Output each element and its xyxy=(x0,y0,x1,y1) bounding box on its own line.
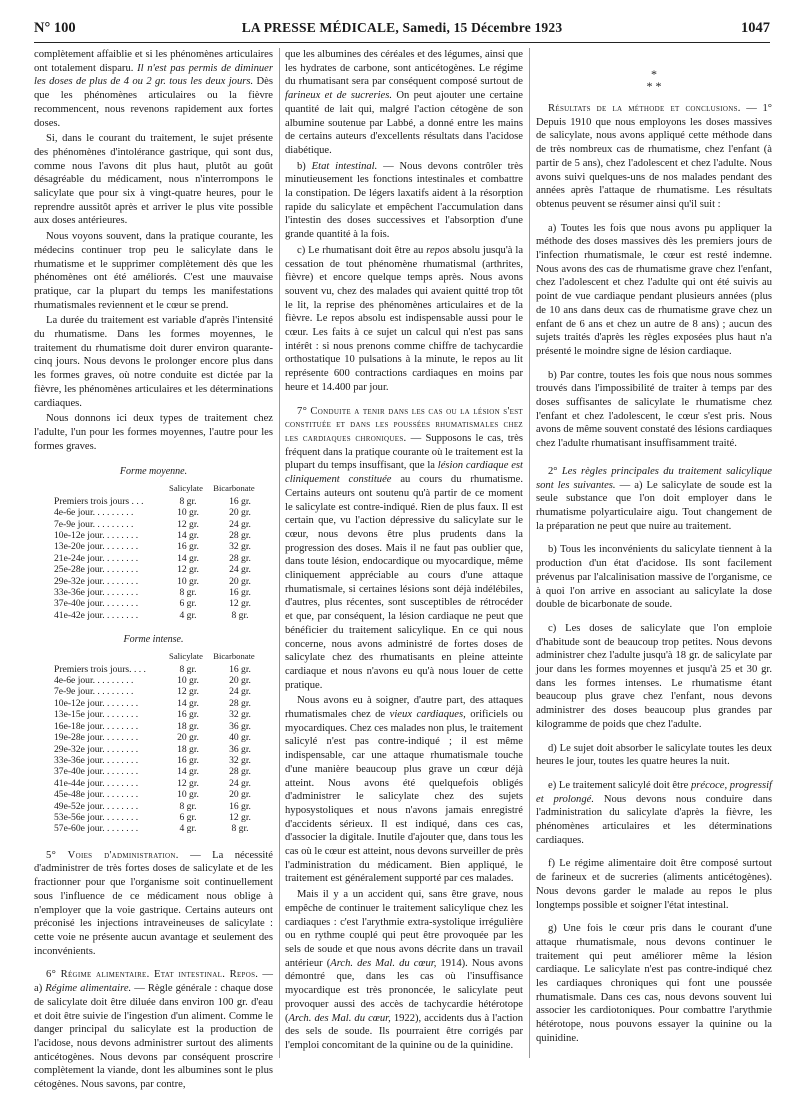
period-cell: 41e-42e jour. . . . . . . . xyxy=(54,609,139,621)
period-cell: 13e-20e jour. . . . . . . . xyxy=(54,541,139,553)
page-number: 1047 xyxy=(741,20,770,36)
period-cell: 57e-60e jour. . . . . . . . xyxy=(54,823,139,835)
bicarbonate-cell: 16 gr. xyxy=(229,800,251,812)
bicarbonate-cell: 36 gr. xyxy=(229,743,251,755)
bicarbonate-cell: 32 gr. xyxy=(229,541,251,553)
rule-e: e) Le traitement salicylé doit être précoce, progressif et prolongé. Nous devons nous conduire dans l'administration du salicylate d'après la fièvre, les phénomènes articulaires et les déterminations cardiaques. xyxy=(536,779,772,846)
table-row xyxy=(54,664,266,675)
period-cell: 10e-12e jour. . . . . . . . xyxy=(54,697,139,709)
period-cell: 45e-48e jour. . . . . . . . xyxy=(54,789,139,801)
bicarbonate-cell: 24 gr. xyxy=(229,686,251,698)
table-header: Salicylate Bicarbonate xyxy=(169,650,255,661)
table-row xyxy=(54,507,266,518)
rule-c: c) Les doses de salicylate que l'on emploie d'habitude sont de beaucoup trop petites. Nous devons administrer chez l'adulte jusqu'à 18 gr. de salicylate par jour dans les formes moyennes et jusqu'à 25 et 30 gr. dans les formes intenses. Le rhumatisme étant beaucoup plus grave chez l'enfant, nous devons administrer des doses beaucoup plus grandes par kilogramme de poids que chez l'adulte. xyxy=(536,622,772,730)
paragraph: Nous donnons ici deux types de traitement chez l'adulte, l'un pour les formes moyennes, l'autre pour les formes graves. xyxy=(34,413,273,452)
salicylate-cell: 16 gr. xyxy=(177,754,199,766)
table-row xyxy=(54,698,266,709)
table-row xyxy=(54,530,266,541)
bicarbonate-cell: 12 gr. xyxy=(229,598,251,610)
dosage-table-intense xyxy=(54,664,266,835)
results-intro: Résultats de la méthode et conclusions. — 1° Depuis 1910 que nous employons les doses massives de salicylate, nous avons appliqué cette méthode dans de très nombreux cas de rhumatisme, chez l'enfant (à partir de 5 ans), chez l'adolescent et chez l'adulte. Nous avons suivi quelques-uns de nos malades pendant des années après l'attaque de rhumatisme. Les résultats obtenus peuvent se résumer ainsi qu'il suit : xyxy=(536,103,772,210)
salicylate-cell: 20 gr. xyxy=(177,732,199,744)
bicarbonate-cell: 36 gr. xyxy=(229,720,251,732)
table-caption-moyenne: Forme moyenne. xyxy=(119,466,188,478)
salicylate-cell: 14 gr. xyxy=(177,530,199,542)
paragraph: La durée du traitement est variable d'après l'intensité du rhumatisme. Dans les formes moyennes, le traitement du rhumatisme doit durer environ quarante-cinq jours. Nous devons le prolonger encore plus dans les formes graves, où notre conduite est dictée par la fièvre, les phénomènes articulaires et les déterminations cardiaques. xyxy=(34,315,273,409)
bicarbonate-cell: 40 gr. xyxy=(229,732,251,744)
period-cell: 13e-15e jour. . . . . . . . xyxy=(54,709,139,721)
salicylate-cell: 14 gr. xyxy=(177,552,199,564)
table-row xyxy=(54,541,266,552)
salicylate-cell: 12 gr. xyxy=(177,564,199,576)
issue-number: N° 100 xyxy=(34,20,76,36)
period-cell: 21e-24e jour. . . . . . . . xyxy=(54,552,139,564)
table-row xyxy=(54,496,266,507)
salicylate-cell: 12 gr. xyxy=(177,686,199,698)
paragraph: Nous avons eu à soigner, d'autre part, des attaques rhumatismales chez de vieux cardiaques, orificiels ou myocardiques. Chez ces malades non plus, le traitement salicylé n'est pas contre-indiqué ; il est même indispensable, car une attaque rhumatismale touche d'une manière beaucoup plus grave un cœur déjà atteint. Nous avons été quelquefois obligés d'administrer le salicylate chez des sujets hyposystoliques et nous n'avons jamais enregistré d'accidents sérieux. Il est indiqué, dans ces cas, d'associer la digitale. Inutile d'ajouter que, dans tous les cas où le cœur est atteint, nous devons surveiller de près l'administration du médicament. Bien appliqué, le traitement est généralement supporté par ces malades. xyxy=(285,695,523,885)
salicylate-cell: 10 gr. xyxy=(177,789,199,801)
salicylate-cell: 6 gr. xyxy=(179,811,197,823)
table-row xyxy=(54,519,266,530)
table-row xyxy=(54,766,266,777)
bicarbonate-cell: 32 gr. xyxy=(229,709,251,721)
period-cell: 19e-28e jour. . . . . . . . xyxy=(54,732,139,744)
period-cell: 53e-56e jour. . . . . . . . xyxy=(54,811,139,823)
bicarbonate-cell: 20 gr. xyxy=(229,675,251,687)
salicylate-cell: 18 gr. xyxy=(177,720,199,732)
rule-d: d) Le sujet doit absorber le salicylate toutes les deux heures le jour, toutes les quatre heures la nuit. xyxy=(536,742,772,768)
period-cell: 37e-40e jour. . . . . . . . xyxy=(54,766,139,778)
salicylate-cell: 16 gr. xyxy=(177,709,199,721)
paragraph: complètement affaiblie et si les phénomènes articulaires ont totalement disparu. Il n'est pas permis de diminuer les doses de plus de 4 ou 2 gr. tous les deux jours. Dès que les phénomènes articulaires ou la fièvre recommencent, nous revenons rapidement aux fortes doses. xyxy=(34,49,273,129)
period-cell: 4e-6e jour. . . . . . . . . xyxy=(54,507,134,519)
column-3 xyxy=(536,48,772,1048)
bicarbonate-cell: 24 gr. xyxy=(229,777,251,789)
paragraph: que les albumines des céréales et des légumes, ainsi que les hydrates de carbone, sont anticétogènes. Le régime du rhumatisant sera par conséquent composé surtout de farineux et de sucreries. On peut ajouter une certaine quantité de lait qui, malgré l'action cétogène de son albumine soutenue par Labbé, a donné entre les mains de certains auteurs d'excellents résultats dans l'acidose diabétique. xyxy=(285,49,523,156)
section-7: 7° Conduite a tenir dans les cas ou la lésion s'est constituée et dans les poussées rhumatismales chez les cardiaques chroniques. — Supposons le cas, très fréquent dans la pratique courante où le traitement est la plupart du temps insuffisant, que la lésion cardiaque est cliniquement constituée au cours du rhumatisme. Certains auteurs ont soutenu qu'à partir de ce moment le salicylate est contre-indiqué. Rien de plus faux. Il est certain que, vu l'action dépressive du salicylate sur le cœur, nous devons être plus prudents dans la progression des doses. Mais il ne faut pas oublier que, dans toute lésion, endocardique ou myocardique, même cliniquement appréciable au cours d'une attaque rhumatismale, si certaines lésions sont déjà indélébiles, d'autres, plus récentes, sont susceptibles de rétrocéder et que, par conséquent, la lésion cardiaque ne peut que bénéficier du traitement salicylique. En ce qui nous concerne, nous avons administré de fortes doses de salicylate chez des rhumatisants en pleine atteinte cardiaque et nous n'avons eu qu'à nous louer de cette pratique. xyxy=(285,405,524,691)
paragraph: Si, dans le courant du traitement, le sujet présente des phénomènes d'intolérance gastrique, qui sont dus, comme nous l'avons dit plus haut, plutôt au goût désagréable du médicament, nous n'interrompons le salicylate que pour six à vingt-quatre heures, pour le reprendre aussitôt après et arriver le plus vite possible aux doses antérieures. xyxy=(34,133,273,227)
bicarbonate-cell: 16 gr. xyxy=(229,663,251,675)
table-row xyxy=(54,686,266,697)
paragraph: c) Le rhumatisant doit être au repos absolu jusqu'à la cessation de tout phénomène rhumatismal (arthrites, fièvre) et encore quelque temps après. Nous avons souvent vu, chez des malades qui avaient quitté trop tôt le lit, la reprise des phénomènes articulaires et de la fièvre. Le repos absolu est indispensable aussi pour le cœur. Les faits à ce sujet un calcul qui n'est pas sans intérêt : si nous prenons comme chiffre de tachycardie orthostatique 10 pulsations à la minute, le repos au lit représente 600 contractions cardiaques en moins par heure et 14.400 par jour. xyxy=(285,244,524,393)
journal-title: LA PRESSE MÉDICALE, Samedi, 15 Décembre 1923 xyxy=(241,20,563,35)
table-row xyxy=(54,598,266,609)
period-cell: 25e-28e jour. . . . . . . . xyxy=(54,564,139,576)
rule-g: g) Une fois le cœur pris dans le courant d'une attaque rhumatismale, nous devons continuer le traitement qui peut améliorer même la lésion cardiaque. Le salicylate n'est pas contre-indiqué chez les cardiaques chroniques qui font une poussée rhumatismale. Dans ces cas, nous devons souvent lui associer les cardiotoniques. Pour combattre l'arythmie hétérotope, nous pouvons essayer la quinine ou la quinidine. xyxy=(536,923,772,1044)
period-cell: 49e-52e jour. . . . . . . . xyxy=(54,800,139,812)
table-row xyxy=(54,812,266,823)
period-cell: 10e-12e jour. . . . . . . . xyxy=(54,530,139,542)
period-cell: 7e-9e jour. . . . . . . . . xyxy=(54,518,134,530)
bicarbonate-cell: 20 gr. xyxy=(229,575,251,587)
table-row xyxy=(54,587,266,598)
bicarbonate-cell: 8 gr. xyxy=(231,609,249,621)
table-row xyxy=(54,755,266,766)
period-cell: 7e-9e jour. . . . . . . . . xyxy=(54,686,134,698)
table-row xyxy=(54,789,266,800)
paragraph: Mais il y a un accident qui, sans être grave, nous empêche de continuer le traitement salicylique chez les cardiaques : c'est l'arythmie extra-systolique irrégulière ou en rythme couplé qui peut être provoquée par les sels de soude et que nous avons décrite dans un travail antérieur (Arch. des Mal. du cœur, 1914). Nous avons démontré que, dans les cas où l'insuffisance myocardique est très prononcée, le salicylate peut provoquer aussi des accès de tachycardie hétérotope (Arch. des Mal. du cœur, 1922), accidents dus à l'action des sels de soude. Ils pourraient être corrigés par l'emploi concomitant de la quinine ou de la quinidine. xyxy=(285,889,524,1051)
period-cell: Premiers trois jours. . . . xyxy=(54,663,146,675)
paragraph: Nous voyons souvent, dans la pratique courante, les médecins continuer trop peu le salicylate dans le rhumatisme et le supprimer complètement dès que les phénomènes ont été améliorés. C'est une mauvaise pratique, car la plupart du temps les manifestations rhumatismales reviennent et le cœur se prend. xyxy=(34,231,273,311)
period-cell: 33e-36e jour. . . . . . . . xyxy=(54,754,139,766)
result-a: a) Toutes les fois que nous avons pu appliquer la méthode des doses massives dès les premiers jours de l'infection rhumatismale, le cœur est resté indemne. Nous avons des cas de rhumatisme grave chez l'enfant, chez l'adolescent et chez l'adulte qui ont été suivis au point de vue cardiaque pendant plusieurs années (plus de 10 ans dans deux cas de rhumatisme grave chez un enfant de 6 ans et chez un autre de 8 ans) ; aucun des sujets traités d'après les règles exposées plus haut n'a présenté le moindre signe de lésion cardiaque. xyxy=(536,222,772,357)
period-cell: 37e-40e jour. . . . . . . . xyxy=(54,598,139,610)
bicarbonate-cell: 20 gr. xyxy=(229,789,251,801)
table-row xyxy=(54,732,266,743)
rule-b: b) Tous les inconvénients du salicylate tiennent à la production d'un état d'acidose. Ils sont facilement prévenus par l'alcalinisation massive de l'organisme, ce à quoi l'on arrive en associant au salicylate la dose double de bicarbonate de soude. xyxy=(536,544,772,611)
rule-f: f) Le régime alimentaire doit être composé surtout de farineux et de sucreries (aliments anticétogènes). Nous devons garder le malade au repos le plus longtemps possible et soigner l'état intestinal. xyxy=(536,858,772,911)
bicarbonate-cell: 32 gr. xyxy=(229,754,251,766)
page-header xyxy=(34,18,770,43)
dosage-table-moyenne xyxy=(54,496,266,621)
salicylate-cell: 16 gr. xyxy=(177,541,199,553)
salicylate-cell: 8 gr. xyxy=(179,587,197,599)
section-5: 5° Voies d'administration. — La nécessité d'administrer de très fortes doses de salicylate et de les fractionner pour que l'organisme soit continuellement sous l'influence de ce médicament nous oblige à n'employer que la voie gastrique. Certains auteurs ont préconisé les injections intraveineuses de salicylate : cette voie ne présente aucun avantage et seulement des inconvénients. xyxy=(34,849,273,957)
bicarbonate-cell: 16 gr. xyxy=(229,495,251,507)
salicylate-cell: 4 gr. xyxy=(179,823,197,835)
table-row xyxy=(54,778,266,789)
table-caption-intense: Forme intense. xyxy=(123,634,184,646)
period-cell: 29e-32e jour. . . . . . . . xyxy=(54,743,139,755)
section-ornament: * * * xyxy=(646,67,662,93)
period-cell: 16e-18e jour. . . . . . . . xyxy=(54,720,139,732)
table-row xyxy=(54,744,266,755)
bicarbonate-cell: 16 gr. xyxy=(229,587,251,599)
salicylate-cell: 10 gr. xyxy=(177,575,199,587)
table-row xyxy=(54,823,266,834)
salicylate-cell: 14 gr. xyxy=(177,766,199,778)
table-row xyxy=(54,709,266,720)
column-rule xyxy=(529,48,530,1058)
bicarbonate-cell: 28 gr. xyxy=(229,697,251,709)
bicarbonate-cell: 8 gr. xyxy=(231,823,249,835)
period-cell: 33e-36e jour. . . . . . . . xyxy=(54,587,139,599)
table-row xyxy=(54,721,266,732)
paragraph: b) Etat intestinal. — Nous devons contrôler très minutieusement les fonctions intestinales et combattre la constipation. De légers laxatifs aident à la résorption rapide du salicylate et empêchent l'accumulation dans l'intestin des doses successives et l'absorption d'une grande quantité à la fois. xyxy=(285,160,523,241)
column-2 xyxy=(285,48,523,1055)
bicarbonate-cell: 24 gr. xyxy=(229,518,251,530)
salicylate-cell: 18 gr. xyxy=(177,743,199,755)
bicarbonate-cell: 28 gr. xyxy=(229,766,251,778)
salicylate-cell: 12 gr. xyxy=(177,777,199,789)
salicylate-cell: 14 gr. xyxy=(177,697,199,709)
period-cell: 29e-32e jour. . . . . . . . xyxy=(54,575,139,587)
period-cell: 4e-6e jour. . . . . . . . . xyxy=(54,675,134,687)
table-row xyxy=(54,801,266,812)
table-row xyxy=(54,564,266,575)
column-rule xyxy=(279,48,280,1058)
salicylate-cell: 8 gr. xyxy=(179,800,197,812)
salicylate-cell: 10 gr. xyxy=(177,507,199,519)
salicylate-cell: 6 gr. xyxy=(179,598,197,610)
section-6: 6° Régime alimentaire. Etat intestinal. Repos. — a) Régime alimentaire. — Règle générale : chaque dose de salicylate doit être diluée dans environ 100 gr. d'eau et doit être suivie de l'ingestion d'un aliment. Comme le danger principal du salicylate est la production de l'acidose, nous devons administrer surtout des aliments anticétogènes. Nous devons par conséquent proscrire complètement la viande, dont les albumines sont le plus cétogènes. Nous savons, par contre, xyxy=(34,969,273,1091)
result-b: b) Par contre, toutes les fois que nous nous sommes trouvés dans l'impossibilité de traiter à temps par des doses suffisantes de salicylate le rhumatisme chez l'enfant et chez l'adolescent, le cœur s'est pris. Nous avons de même souvent constaté des lésions cardiaques chez l'adulte rhumatisant insuffisamment traité. xyxy=(536,369,772,450)
bicarbonate-cell: 28 gr. xyxy=(229,552,251,564)
bicarbonate-cell: 20 gr. xyxy=(229,507,251,519)
table-row xyxy=(54,553,266,564)
bicarbonate-cell: 28 gr. xyxy=(229,530,251,542)
salicylate-cell: 10 gr. xyxy=(177,675,199,687)
period-cell: Premiers trois jours . . . xyxy=(54,495,144,507)
salicylate-cell: 8 gr. xyxy=(179,663,197,675)
table-header: Salicylate Bicarbonate xyxy=(169,483,255,494)
salicylate-cell: 8 gr. xyxy=(179,495,197,507)
bicarbonate-cell: 12 gr. xyxy=(229,811,251,823)
table-row xyxy=(54,576,266,587)
bicarbonate-cell: 24 gr. xyxy=(229,564,251,576)
rule-intro: 2° Les règles principales du traitement salicylique sont les suivantes. — a) Le salicylate de soude est la seule substance que l'on doit employer dans le rhumatisme polyarticulaire aigu. Tout changement de la préparation ne peut que nuire au traitement. xyxy=(536,465,772,532)
salicylate-cell: 4 gr. xyxy=(179,609,197,621)
column-1 xyxy=(34,48,273,1094)
table-row xyxy=(54,675,266,686)
period-cell: 41e-44e jour. . . . . . . . xyxy=(54,777,139,789)
salicylate-cell: 12 gr. xyxy=(177,518,199,530)
table-row xyxy=(54,610,266,621)
